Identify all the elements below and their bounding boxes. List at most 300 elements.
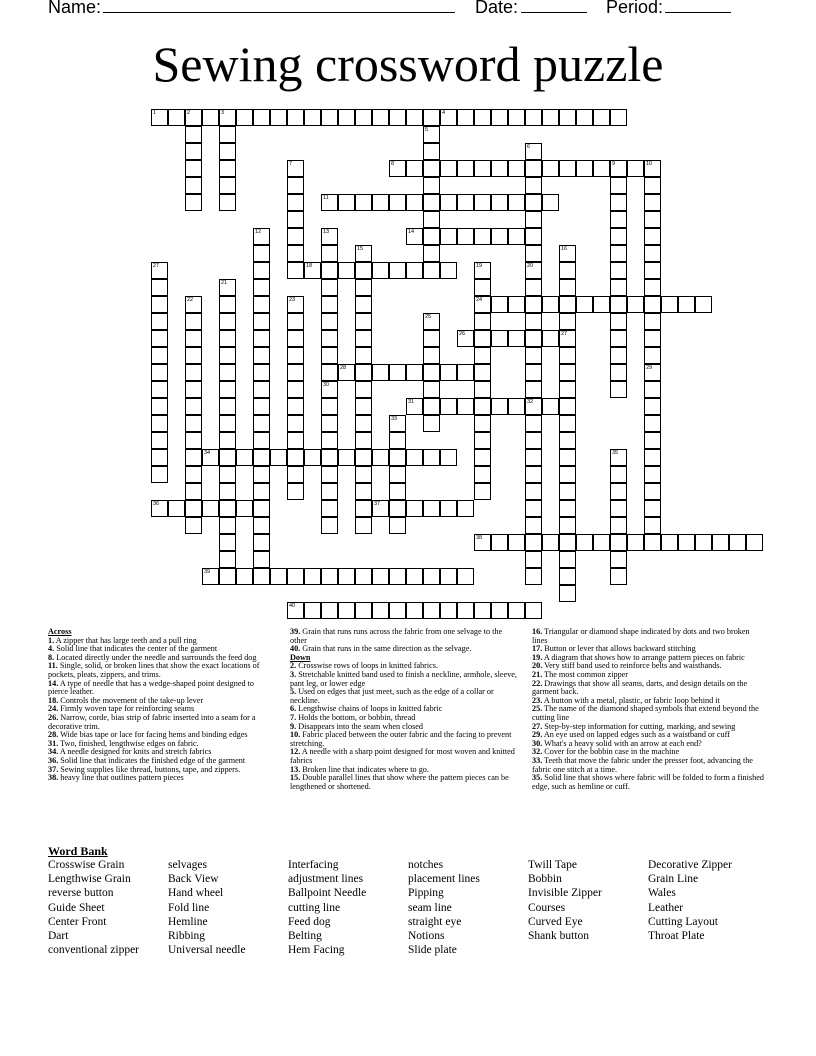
grid-cell[interactable] xyxy=(355,330,372,347)
grid-cell[interactable] xyxy=(287,245,304,262)
grid-cell[interactable] xyxy=(491,398,508,415)
grid-cell[interactable] xyxy=(695,296,712,313)
grid-cell[interactable] xyxy=(525,279,542,296)
grid-cell[interactable] xyxy=(644,279,661,296)
grid-cell[interactable] xyxy=(287,228,304,245)
grid-cell[interactable] xyxy=(440,398,457,415)
grid-cell[interactable] xyxy=(508,160,525,177)
grid-cell[interactable] xyxy=(355,245,372,262)
grid-cell[interactable] xyxy=(219,296,236,313)
grid-cell[interactable] xyxy=(423,211,440,228)
grid-cell[interactable] xyxy=(474,228,491,245)
grid-cell[interactable] xyxy=(287,398,304,415)
grid-cell[interactable] xyxy=(270,449,287,466)
grid-cell[interactable] xyxy=(287,466,304,483)
grid-cell[interactable] xyxy=(525,228,542,245)
grid-cell[interactable] xyxy=(355,296,372,313)
grid-cell[interactable] xyxy=(423,602,440,619)
grid-cell[interactable] xyxy=(644,262,661,279)
grid-cell[interactable] xyxy=(219,177,236,194)
grid-cell[interactable] xyxy=(287,262,304,279)
grid-cell[interactable] xyxy=(151,364,168,381)
grid-cell[interactable] xyxy=(202,109,219,126)
grid-cell[interactable] xyxy=(287,330,304,347)
grid-cell[interactable] xyxy=(644,296,661,313)
grid-cell[interactable] xyxy=(151,449,168,466)
grid-cell[interactable] xyxy=(287,160,304,177)
grid-cell[interactable] xyxy=(355,517,372,534)
grid-cell[interactable] xyxy=(304,449,321,466)
grid-cell[interactable] xyxy=(440,500,457,517)
grid-cell[interactable] xyxy=(644,398,661,415)
grid-cell[interactable] xyxy=(508,602,525,619)
grid-cell[interactable] xyxy=(151,262,168,279)
grid-cell[interactable] xyxy=(185,500,202,517)
grid-cell[interactable] xyxy=(508,228,525,245)
grid-cell[interactable] xyxy=(219,279,236,296)
grid-cell[interactable] xyxy=(457,500,474,517)
grid-cell[interactable] xyxy=(236,109,253,126)
grid-cell[interactable] xyxy=(236,568,253,585)
grid-cell[interactable] xyxy=(644,347,661,364)
grid-cell[interactable] xyxy=(151,415,168,432)
grid-cell[interactable] xyxy=(542,194,559,211)
grid-cell[interactable] xyxy=(338,449,355,466)
grid-cell[interactable] xyxy=(321,415,338,432)
grid-cell[interactable] xyxy=(355,347,372,364)
grid-cell[interactable] xyxy=(491,109,508,126)
grid-cell[interactable] xyxy=(423,500,440,517)
grid-cell[interactable] xyxy=(610,279,627,296)
grid-cell[interactable] xyxy=(729,534,746,551)
grid-cell[interactable] xyxy=(406,194,423,211)
grid-cell[interactable] xyxy=(610,177,627,194)
grid-cell[interactable] xyxy=(576,160,593,177)
grid-cell[interactable] xyxy=(576,296,593,313)
grid-cell[interactable] xyxy=(474,415,491,432)
grid-cell[interactable] xyxy=(321,109,338,126)
grid-cell[interactable] xyxy=(321,313,338,330)
grid-cell[interactable] xyxy=(151,432,168,449)
grid-cell[interactable] xyxy=(593,109,610,126)
grid-cell[interactable] xyxy=(440,602,457,619)
grid-cell[interactable] xyxy=(355,364,372,381)
grid-cell[interactable] xyxy=(287,347,304,364)
grid-cell[interactable] xyxy=(253,313,270,330)
grid-cell[interactable] xyxy=(321,568,338,585)
grid-cell[interactable] xyxy=(423,347,440,364)
grid-cell[interactable] xyxy=(559,534,576,551)
grid-cell[interactable] xyxy=(236,500,253,517)
grid-cell[interactable] xyxy=(542,330,559,347)
grid-cell[interactable] xyxy=(644,211,661,228)
grid-cell[interactable] xyxy=(355,415,372,432)
grid-cell[interactable] xyxy=(321,466,338,483)
grid-cell[interactable] xyxy=(610,109,627,126)
grid-cell[interactable] xyxy=(355,466,372,483)
grid-cell[interactable] xyxy=(253,364,270,381)
grid-cell[interactable] xyxy=(559,160,576,177)
grid-cell[interactable] xyxy=(627,534,644,551)
grid-cell[interactable] xyxy=(406,449,423,466)
grid-cell[interactable] xyxy=(253,228,270,245)
grid-cell[interactable] xyxy=(644,432,661,449)
grid-cell[interactable] xyxy=(185,330,202,347)
grid-cell[interactable] xyxy=(559,568,576,585)
grid-cell[interactable] xyxy=(559,262,576,279)
grid-cell[interactable] xyxy=(423,262,440,279)
grid-cell[interactable] xyxy=(219,415,236,432)
grid-cell[interactable] xyxy=(525,500,542,517)
grid-cell[interactable] xyxy=(474,381,491,398)
grid-cell[interactable] xyxy=(185,143,202,160)
grid-cell[interactable] xyxy=(644,517,661,534)
grid-cell[interactable] xyxy=(321,347,338,364)
grid-cell[interactable] xyxy=(202,500,219,517)
grid-cell[interactable] xyxy=(559,296,576,313)
grid-cell[interactable] xyxy=(627,296,644,313)
grid-cell[interactable] xyxy=(151,381,168,398)
grid-cell[interactable] xyxy=(559,500,576,517)
grid-cell[interactable] xyxy=(253,466,270,483)
grid-cell[interactable] xyxy=(508,534,525,551)
grid-cell[interactable] xyxy=(219,534,236,551)
grid-cell[interactable] xyxy=(576,534,593,551)
grid-cell[interactable] xyxy=(304,109,321,126)
grid-cell[interactable] xyxy=(525,160,542,177)
grid-cell[interactable] xyxy=(219,432,236,449)
grid-cell[interactable] xyxy=(389,432,406,449)
grid-cell[interactable] xyxy=(219,568,236,585)
grid-cell[interactable] xyxy=(474,602,491,619)
grid-cell[interactable] xyxy=(474,347,491,364)
grid-cell[interactable] xyxy=(610,500,627,517)
grid-cell[interactable] xyxy=(389,262,406,279)
grid-cell[interactable] xyxy=(185,126,202,143)
grid-cell[interactable] xyxy=(423,330,440,347)
grid-cell[interactable] xyxy=(389,109,406,126)
grid-cell[interactable] xyxy=(525,449,542,466)
grid-cell[interactable] xyxy=(559,551,576,568)
grid-cell[interactable] xyxy=(185,466,202,483)
grid-cell[interactable] xyxy=(236,449,253,466)
grid-cell[interactable] xyxy=(202,568,219,585)
grid-cell[interactable] xyxy=(525,415,542,432)
grid-cell[interactable] xyxy=(440,160,457,177)
grid-cell[interactable] xyxy=(644,500,661,517)
grid-cell[interactable] xyxy=(185,449,202,466)
grid-cell[interactable] xyxy=(219,466,236,483)
grid-cell[interactable] xyxy=(406,398,423,415)
grid-cell[interactable] xyxy=(610,313,627,330)
grid-cell[interactable] xyxy=(151,279,168,296)
grid-cell[interactable] xyxy=(219,500,236,517)
grid-cell[interactable] xyxy=(491,534,508,551)
grid-cell[interactable] xyxy=(525,194,542,211)
grid-cell[interactable] xyxy=(253,279,270,296)
grid-cell[interactable] xyxy=(661,534,678,551)
grid-cell[interactable] xyxy=(525,466,542,483)
grid-cell[interactable] xyxy=(287,381,304,398)
grid-cell[interactable] xyxy=(644,194,661,211)
grid-cell[interactable] xyxy=(168,500,185,517)
grid-cell[interactable] xyxy=(491,602,508,619)
grid-cell[interactable] xyxy=(593,296,610,313)
grid-cell[interactable] xyxy=(151,109,168,126)
grid-cell[interactable] xyxy=(695,534,712,551)
grid-cell[interactable] xyxy=(389,194,406,211)
grid-cell[interactable] xyxy=(423,109,440,126)
grid-cell[interactable] xyxy=(644,313,661,330)
grid-cell[interactable] xyxy=(423,568,440,585)
grid-cell[interactable] xyxy=(474,194,491,211)
grid-cell[interactable] xyxy=(440,262,457,279)
grid-cell[interactable] xyxy=(457,398,474,415)
grid-cell[interactable] xyxy=(219,517,236,534)
grid-cell[interactable] xyxy=(321,432,338,449)
grid-cell[interactable] xyxy=(542,160,559,177)
grid-cell[interactable] xyxy=(372,109,389,126)
grid-cell[interactable] xyxy=(610,296,627,313)
grid-cell[interactable] xyxy=(338,568,355,585)
grid-cell[interactable] xyxy=(355,568,372,585)
grid-cell[interactable] xyxy=(559,483,576,500)
grid-cell[interactable] xyxy=(338,109,355,126)
grid-cell[interactable] xyxy=(338,262,355,279)
grid-cell[interactable] xyxy=(321,602,338,619)
grid-cell[interactable] xyxy=(644,245,661,262)
grid-cell[interactable] xyxy=(287,602,304,619)
grid-cell[interactable] xyxy=(151,347,168,364)
grid-cell[interactable] xyxy=(321,279,338,296)
grid-cell[interactable] xyxy=(627,160,644,177)
grid-cell[interactable] xyxy=(389,415,406,432)
grid-cell[interactable] xyxy=(559,381,576,398)
grid-cell[interactable] xyxy=(644,415,661,432)
grid-cell[interactable] xyxy=(185,364,202,381)
grid-cell[interactable] xyxy=(474,330,491,347)
grid-cell[interactable] xyxy=(491,194,508,211)
grid-cell[interactable] xyxy=(304,262,321,279)
grid-cell[interactable] xyxy=(474,109,491,126)
grid-cell[interactable] xyxy=(423,381,440,398)
grid-cell[interactable] xyxy=(559,330,576,347)
grid-cell[interactable] xyxy=(185,160,202,177)
grid-cell[interactable] xyxy=(287,449,304,466)
grid-cell[interactable] xyxy=(440,109,457,126)
grid-cell[interactable] xyxy=(372,262,389,279)
grid-cell[interactable] xyxy=(406,228,423,245)
grid-cell[interactable] xyxy=(644,364,661,381)
grid-cell[interactable] xyxy=(355,449,372,466)
grid-cell[interactable] xyxy=(389,517,406,534)
grid-cell[interactable] xyxy=(559,517,576,534)
grid-cell[interactable] xyxy=(525,483,542,500)
grid-cell[interactable] xyxy=(644,177,661,194)
grid-cell[interactable] xyxy=(287,432,304,449)
grid-cell[interactable] xyxy=(525,568,542,585)
grid-cell[interactable] xyxy=(474,449,491,466)
grid-cell[interactable] xyxy=(219,483,236,500)
grid-cell[interactable] xyxy=(253,449,270,466)
grid-cell[interactable] xyxy=(508,330,525,347)
grid-cell[interactable] xyxy=(559,449,576,466)
grid-cell[interactable] xyxy=(423,415,440,432)
grid-cell[interactable] xyxy=(219,449,236,466)
grid-cell[interactable] xyxy=(440,568,457,585)
grid-cell[interactable] xyxy=(389,449,406,466)
grid-cell[interactable] xyxy=(457,330,474,347)
grid-cell[interactable] xyxy=(491,160,508,177)
grid-cell[interactable] xyxy=(287,364,304,381)
grid-cell[interactable] xyxy=(406,109,423,126)
grid-cell[interactable] xyxy=(406,262,423,279)
grid-cell[interactable] xyxy=(474,279,491,296)
grid-cell[interactable] xyxy=(253,568,270,585)
grid-cell[interactable] xyxy=(457,194,474,211)
grid-cell[interactable] xyxy=(185,415,202,432)
grid-cell[interactable] xyxy=(253,330,270,347)
grid-cell[interactable] xyxy=(610,228,627,245)
grid-cell[interactable] xyxy=(746,534,763,551)
grid-cell[interactable] xyxy=(644,449,661,466)
grid-cell[interactable] xyxy=(321,398,338,415)
grid-cell[interactable] xyxy=(457,568,474,585)
grid-cell[interactable] xyxy=(559,466,576,483)
grid-cell[interactable] xyxy=(253,347,270,364)
grid-cell[interactable] xyxy=(525,109,542,126)
grid-cell[interactable] xyxy=(491,296,508,313)
grid-cell[interactable] xyxy=(491,330,508,347)
grid-cell[interactable] xyxy=(457,160,474,177)
grid-cell[interactable] xyxy=(423,313,440,330)
grid-cell[interactable] xyxy=(219,347,236,364)
grid-cell[interactable] xyxy=(168,109,185,126)
grid-cell[interactable] xyxy=(644,330,661,347)
grid-cell[interactable] xyxy=(610,347,627,364)
grid-cell[interactable] xyxy=(474,262,491,279)
grid-cell[interactable] xyxy=(610,568,627,585)
grid-cell[interactable] xyxy=(525,262,542,279)
grid-cell[interactable] xyxy=(219,330,236,347)
grid-cell[interactable] xyxy=(406,602,423,619)
grid-cell[interactable] xyxy=(372,568,389,585)
grid-cell[interactable] xyxy=(185,432,202,449)
grid-cell[interactable] xyxy=(508,194,525,211)
grid-cell[interactable] xyxy=(151,296,168,313)
grid-cell[interactable] xyxy=(151,466,168,483)
grid-cell[interactable] xyxy=(287,296,304,313)
grid-cell[interactable] xyxy=(389,160,406,177)
grid-cell[interactable] xyxy=(389,602,406,619)
grid-cell[interactable] xyxy=(525,143,542,160)
grid-cell[interactable] xyxy=(525,534,542,551)
grid-cell[interactable] xyxy=(287,313,304,330)
grid-cell[interactable] xyxy=(610,449,627,466)
grid-cell[interactable] xyxy=(644,483,661,500)
grid-cell[interactable] xyxy=(525,551,542,568)
grid-cell[interactable] xyxy=(423,364,440,381)
grid-cell[interactable] xyxy=(525,330,542,347)
grid-cell[interactable] xyxy=(287,415,304,432)
grid-cell[interactable] xyxy=(610,466,627,483)
grid-cell[interactable] xyxy=(423,245,440,262)
grid-cell[interactable] xyxy=(338,194,355,211)
grid-cell[interactable] xyxy=(542,109,559,126)
grid-cell[interactable] xyxy=(644,160,661,177)
grid-cell[interactable] xyxy=(355,109,372,126)
grid-cell[interactable] xyxy=(525,364,542,381)
grid-cell[interactable] xyxy=(423,398,440,415)
grid-cell[interactable] xyxy=(321,381,338,398)
grid-cell[interactable] xyxy=(525,177,542,194)
grid-cell[interactable] xyxy=(423,177,440,194)
grid-cell[interactable] xyxy=(474,483,491,500)
grid-cell[interactable] xyxy=(508,296,525,313)
grid-cell[interactable] xyxy=(559,364,576,381)
grid-cell[interactable] xyxy=(406,160,423,177)
grid-cell[interactable] xyxy=(287,211,304,228)
grid-cell[interactable] xyxy=(389,483,406,500)
grid-cell[interactable] xyxy=(321,517,338,534)
grid-cell[interactable] xyxy=(542,398,559,415)
grid-cell[interactable] xyxy=(610,245,627,262)
grid-cell[interactable] xyxy=(253,296,270,313)
grid-cell[interactable] xyxy=(321,228,338,245)
grid-cell[interactable] xyxy=(253,534,270,551)
grid-cell[interactable] xyxy=(610,160,627,177)
grid-cell[interactable] xyxy=(219,194,236,211)
grid-cell[interactable] xyxy=(525,517,542,534)
grid-cell[interactable] xyxy=(304,602,321,619)
grid-cell[interactable] xyxy=(474,398,491,415)
grid-cell[interactable] xyxy=(559,347,576,364)
grid-cell[interactable] xyxy=(185,347,202,364)
grid-cell[interactable] xyxy=(304,568,321,585)
grid-cell[interactable] xyxy=(185,296,202,313)
grid-cell[interactable] xyxy=(185,194,202,211)
grid-cell[interactable] xyxy=(253,381,270,398)
grid-cell[interactable] xyxy=(423,194,440,211)
grid-cell[interactable] xyxy=(678,296,695,313)
grid-cell[interactable] xyxy=(525,347,542,364)
grid-cell[interactable] xyxy=(185,398,202,415)
grid-cell[interactable] xyxy=(525,398,542,415)
grid-cell[interactable] xyxy=(423,143,440,160)
grid-cell[interactable] xyxy=(253,245,270,262)
grid-cell[interactable] xyxy=(559,585,576,602)
grid-cell[interactable] xyxy=(559,245,576,262)
grid-cell[interactable] xyxy=(525,313,542,330)
grid-cell[interactable] xyxy=(372,194,389,211)
grid-cell[interactable] xyxy=(321,364,338,381)
grid-cell[interactable] xyxy=(525,432,542,449)
grid-cell[interactable] xyxy=(151,313,168,330)
grid-cell[interactable] xyxy=(338,364,355,381)
grid-cell[interactable] xyxy=(355,432,372,449)
grid-cell[interactable] xyxy=(202,449,219,466)
grid-cell[interactable] xyxy=(389,568,406,585)
grid-cell[interactable] xyxy=(185,483,202,500)
grid-cell[interactable] xyxy=(287,483,304,500)
grid-cell[interactable] xyxy=(423,160,440,177)
grid-cell[interactable] xyxy=(355,381,372,398)
grid-cell[interactable] xyxy=(440,449,457,466)
grid-cell[interactable] xyxy=(542,534,559,551)
grid-cell[interactable] xyxy=(372,500,389,517)
grid-cell[interactable] xyxy=(610,483,627,500)
grid-cell[interactable] xyxy=(593,534,610,551)
